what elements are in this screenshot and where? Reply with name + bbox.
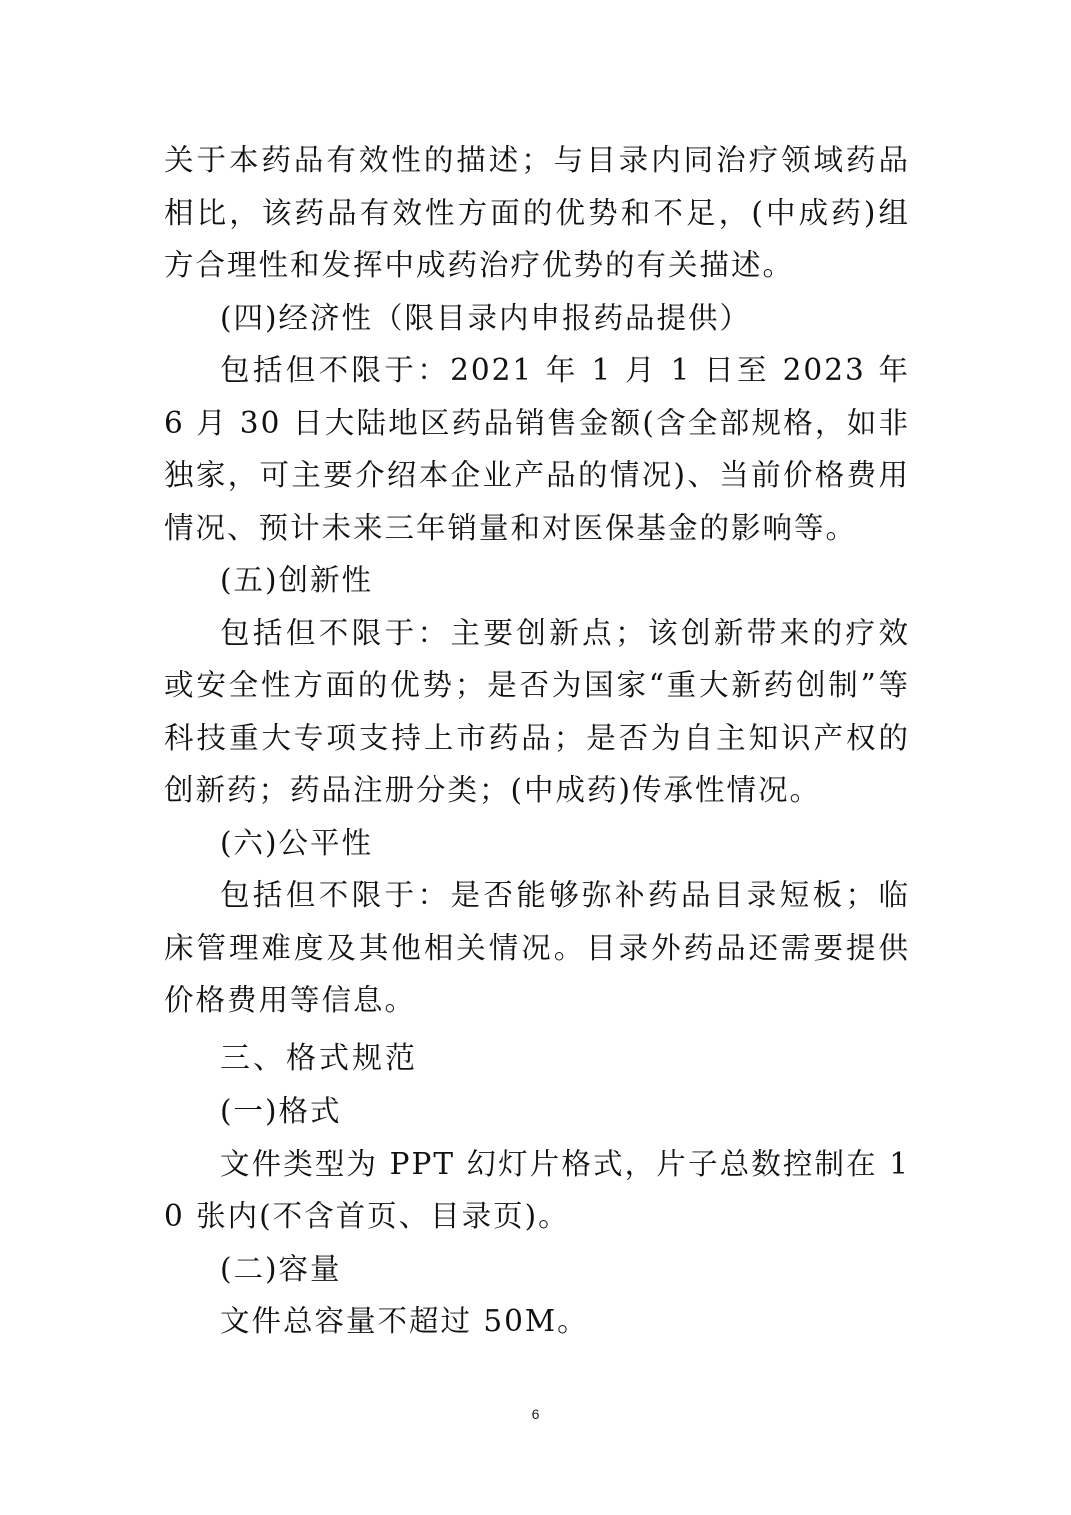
economy-paragraph: 包括但不限于：2021 年 1 月 1 日至 2023 年 6 月 30 日大陆地区药品销售金额(含全部规格，如非独家，可主要介绍本企业产品的情况)、当前价格费用情况、预计未来三年销量和对医保基金的影响等。 <box>164 353 910 545</box>
document-body <box>164 134 910 1348</box>
subheading-innovation: (五)创新性 <box>220 563 374 597</box>
efficacy-description-continuation: 关于本药品有效性的描述；与目录内同治疗领域药品相比，该药品有效性方面的优势和不足，(中成药)组方合理性和发挥中成药治疗优势的有关描述。 <box>164 143 910 282</box>
subheading-economy: (四)经济性（限目录内申报药品提供） <box>220 300 752 335</box>
subheading-format: (一)格式 <box>220 1094 342 1128</box>
capacity-paragraph: 文件总容量不超过 50M。 <box>220 1304 589 1338</box>
page-number: 6 <box>531 1406 540 1422</box>
fairness-paragraph: 包括但不限于：是否能够弥补药品目录短板；临床管理难度及其他相关情况。目录外药品还需要提供价格费用等信息。 <box>164 878 910 1017</box>
subheading-capacity: (二)容量 <box>220 1251 342 1286</box>
format-paragraph: 文件类型为 PPT 幻灯片格式，片子总数控制在 10 张内(不含首页、目录页)。 <box>164 1146 910 1233</box>
innovation-paragraph: 包括但不限于：主要创新点；该创新带来的疗效或安全性方面的优势；是否为国家“重大新药创制”等科技重大专项支持上市药品；是否为自主知识产权的创新药；药品注册分类；(中成药)传承性情况。 <box>164 615 910 807</box>
section-heading-format-spec: 三、格式规范 <box>220 1040 418 1076</box>
subheading-fairness: (六)公平性 <box>220 825 374 860</box>
